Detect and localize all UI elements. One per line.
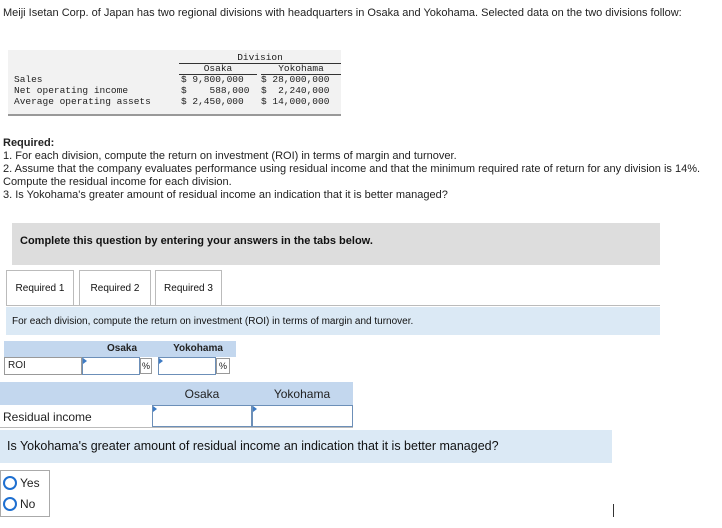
residual-divider [0, 427, 353, 428]
roi-osaka-header: Osaka [106, 343, 138, 354]
residual-osaka-input[interactable] [152, 405, 252, 427]
division-data-table [8, 50, 341, 116]
roi-header-row [4, 341, 236, 357]
tab-divider [6, 305, 660, 306]
option-no-label: No [20, 497, 36, 511]
osaka-header: Osaka [179, 63, 257, 75]
required-item-2: 2. Assume that the company evaluates performance using residual income and that the minimum required rate of return for any division is 14%. Compute the residual income for each division. [3, 163, 701, 188]
text-cursor [613, 504, 614, 517]
residual-yokohama-header: Yokohama [273, 387, 331, 401]
osaka-value: $ 2,450,000 [181, 96, 244, 107]
division-header: Division [179, 52, 341, 64]
yokohama-value: $ 14,000,000 [261, 96, 330, 107]
radio-yes[interactable] [3, 476, 17, 490]
residual-header-row [0, 382, 353, 405]
required-item-1: 1. For each division, compute the return on investment (ROI) in terms of margin and turnover. [3, 150, 457, 162]
question-box [0, 430, 612, 463]
yokohama-value: $ 2,240,000 [261, 85, 330, 96]
required-heading: Required: [3, 137, 55, 149]
osaka-value: $ 588,000 [181, 85, 250, 96]
osaka-value: $ 9,800,000 [181, 74, 244, 85]
yokohama-header: Yokohama [261, 63, 341, 75]
tab-instruction [6, 307, 660, 335]
tab-required-1[interactable]: Required 1 [6, 270, 74, 306]
roi-osaka-percent: % [140, 358, 152, 374]
required-section [3, 137, 719, 202]
radio-no[interactable] [3, 497, 17, 511]
roi-yokohama-header: Yokohama [173, 343, 223, 354]
required-item-3: 3. Is Yokohama's greater amount of residual income an indication that it is better managed? [3, 189, 448, 201]
question-text: Is Yokohama's greater amount of residual income an indication that it is better managed? [7, 439, 499, 453]
roi-osaka-input[interactable] [82, 357, 140, 375]
residual-yokohama-input[interactable] [252, 405, 353, 427]
banner-text: Complete this question by entering your answers in the tabs below. [20, 235, 373, 247]
instructions-banner [12, 223, 660, 265]
row-label: Net operating income [14, 85, 129, 96]
row-label: Average operating assets [14, 96, 151, 107]
option-yes-label: Yes [20, 476, 40, 490]
roi-yokohama-input[interactable] [158, 357, 216, 375]
instruction-text: For each division, compute the return on investment (ROI) in terms of margin and turnover. [12, 316, 414, 327]
residual-osaka-header: Osaka [184, 387, 220, 401]
tab-required-3[interactable]: Required 3 [155, 270, 222, 306]
answer-options [0, 470, 50, 517]
intro-text: Meiji Isetan Corp. of Japan has two regional divisions with headquarters in Osaka and Yokohama. Selected data on the two divisions follow: [3, 7, 682, 19]
row-label: Sales [14, 74, 43, 85]
roi-row-label: ROI [4, 357, 82, 375]
option-no[interactable] [1, 495, 49, 513]
tab-required-2[interactable]: Required 2 [79, 270, 151, 306]
residual-row-label: Residual income [3, 410, 92, 424]
roi-yokohama-percent: % [216, 358, 230, 374]
yokohama-value: $ 28,000,000 [261, 74, 330, 85]
option-yes[interactable] [1, 474, 49, 492]
